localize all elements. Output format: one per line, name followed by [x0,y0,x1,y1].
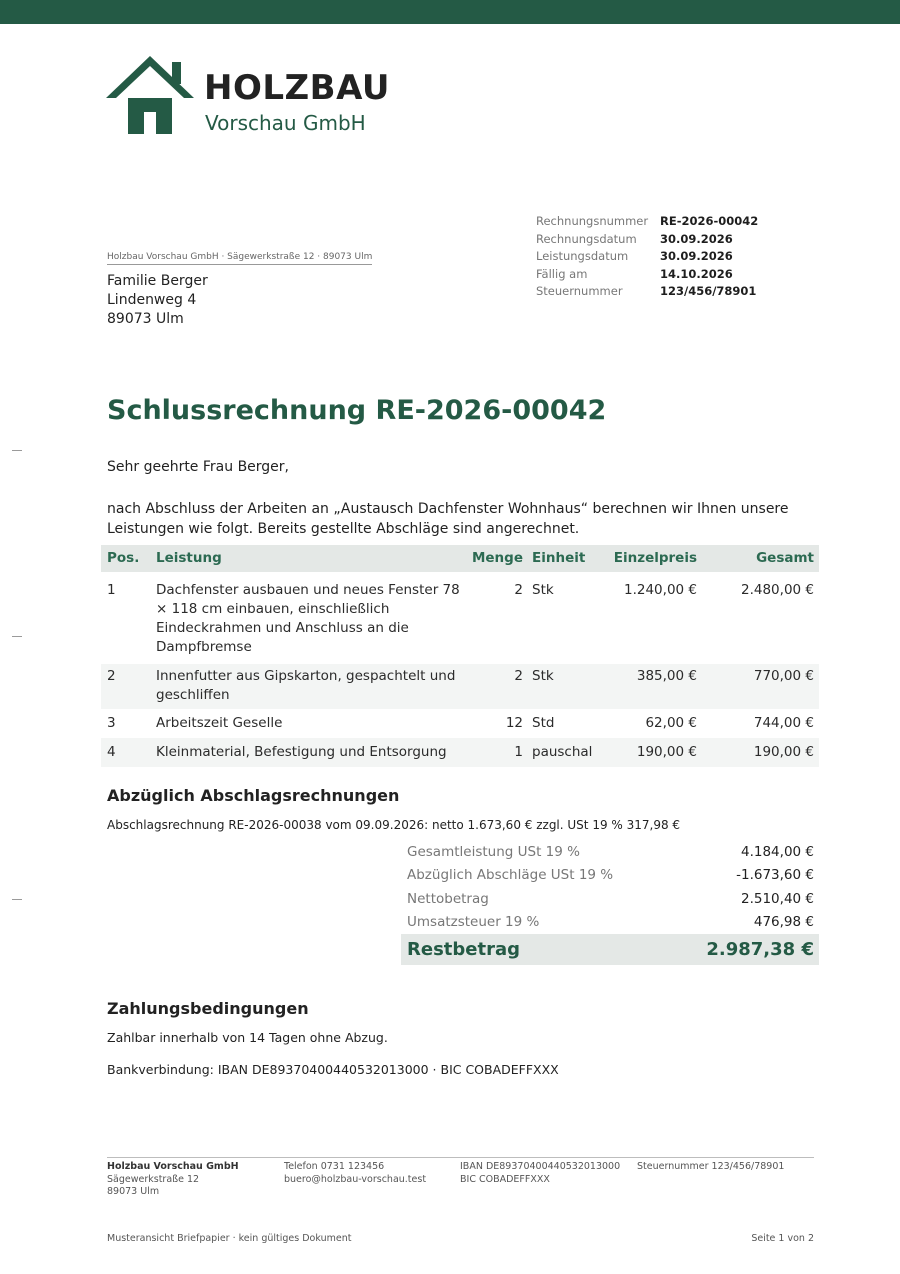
meta-value: 14.10.2026 [660,266,733,281]
row-pos: 4 [107,744,116,760]
final-total-label: Restbetrag [407,939,520,961]
row-price: 190,00 € [636,744,697,760]
total-value: 2.510,40 € [741,890,814,907]
recipient-address [107,272,208,329]
footer-contact [284,1161,426,1186]
total-value: 4.184,00 € [741,844,814,860]
row-qty: 2 [514,668,523,684]
recipient-city: 89073 Ulm [107,311,184,327]
footer-tax [637,1161,784,1174]
total-row [401,911,819,934]
total-label: Nettobetrag [407,890,489,907]
header-pos: Pos. [107,550,140,566]
final-total-row [401,934,819,965]
total-label: Abzüglich Abschläge USt 19 % [407,867,614,884]
top-accent-bar [0,0,900,24]
row-pos: 1 [107,582,116,598]
footer-divider [107,1157,814,1158]
meta-label: Leistungsdatum [536,249,629,263]
meta-value: 30.09.2026 [660,249,733,263]
header-total: Gesamt [756,550,814,566]
company-logo [106,54,406,138]
meta-row [536,283,836,301]
invoice-meta [536,213,836,301]
payment-terms: Zahlbar innerhalb von 14 Tagen ohne Abzug. [107,1030,388,1045]
footer-iban: IBAN DE89370400440532013000 [460,1161,621,1172]
row-total: 2.480,00 € [741,582,814,598]
meta-label: Steuernummer [536,284,623,298]
total-label: Umsatzsteuer 19 % [407,913,540,930]
row-qty: 2 [514,582,523,598]
disclaimer: Musteransicht Briefpapier · kein gültiges Dokument [107,1233,352,1244]
row-price: 1.240,00 € [624,582,697,598]
meta-row [536,266,836,284]
row-unit: Stk [532,582,554,598]
meta-row [536,248,836,266]
total-value: 476,98 € [753,913,814,930]
meta-label: Rechnungsnummer [536,214,649,228]
meta-value: RE-2026-00042 [660,214,759,228]
footer-company-name: Holzbau Vorschau GmbH [107,1161,239,1172]
fold-mark [12,450,22,451]
footer-company [107,1161,239,1199]
line-items-table [101,545,819,767]
footer-bic: BIC COBADEFFXXX [460,1173,550,1185]
total-label: Gesamtleistung USt 19 % [407,844,580,860]
row-total: 770,00 € [753,668,814,684]
header-qty: Menge [471,550,523,566]
header-desc: Leistung [156,550,222,566]
row-desc: Dachfenster ausbauen und neues Fenster 78 × 118 cm einbauen, einschließlich Eindeckrahmen und Anschluss an die Dampfbremse [156,582,460,655]
table-row [101,709,819,738]
payment-heading: Zahlungsbedingungen [107,999,309,1018]
fold-mark [12,899,22,900]
footer-city: 89073 Ulm [107,1186,160,1197]
company-subtitle: Vorschau GmbH [205,111,366,135]
deductions-heading: Abzüglich Abschlagsrechnungen [107,786,400,805]
meta-label: Fällig am [536,266,588,281]
row-unit: Stk [532,668,554,684]
recipient-name: Familie Berger [107,273,208,289]
salutation: Sehr geehrte Frau Berger, [107,459,289,475]
row-desc: Arbeitszeit Geselle [156,715,283,731]
header-unit: Einheit [532,550,586,566]
row-desc: Innenfutter aus Gipskarton, gespachtelt und geschliffen [156,668,456,703]
row-pos: 3 [107,715,116,731]
table-row [101,664,819,709]
table-row [101,572,819,664]
deductions-text: Abschlagsrechnung RE-2026-00038 vom 09.09.2026: netto 1.673,60 € zzgl. USt 19 % 317,98 € [107,818,681,832]
house-icon [106,54,196,138]
header-price: Einzelpreis [613,550,697,566]
meta-label: Rechnungsdatum [536,231,637,246]
document-title: Schlussrechnung RE-2026-00042 [107,395,607,426]
meta-row [536,231,836,249]
footer-tax-number: Steuernummer 123/456/78901 [637,1161,785,1172]
punch-mark [12,636,22,637]
row-total: 744,00 € [753,715,814,731]
total-row [401,841,819,864]
table-row [101,738,819,767]
bank-details: Bankverbindung: IBAN DE89370400440532013000 · BIC COBADEFFXXX [107,1062,559,1077]
page-number: Seite 1 von 2 [751,1233,814,1244]
row-price: 62,00 € [645,715,697,731]
footer-street: Sägewerkstraße 12 [107,1173,200,1185]
meta-value: 30.09.2026 [660,231,733,246]
recipient-street: Lindenweg 4 [107,292,197,308]
footer-email: buero@holzbau-vorschau.test [284,1173,427,1185]
intro-text: nach Abschluss der Arbeiten an „Austausch Dachfenster Wohnhaus“ berechnen wir Ihnen unsere Leistungen wie folgt. Bereits gestellte Abschläge sind angerechnet. [107,501,789,537]
meta-value: 123/456/78901 [660,284,757,298]
row-qty: 12 [505,715,523,731]
meta-row [536,213,836,231]
company-name: HOLZBAU [204,68,390,108]
row-unit: pauschal [532,744,593,760]
row-desc: Kleinmaterial, Befestigung und Entsorgung [156,744,447,760]
totals-block [401,841,819,965]
sender-address-line: Holzbau Vorschau GmbH · Sägewerkstraße 12 · 89073 Ulm [107,252,372,265]
table-header [101,545,819,572]
row-qty: 1 [514,744,523,760]
row-total: 190,00 € [753,744,814,760]
total-value: -1.673,60 € [736,867,814,884]
footer-phone: Telefon 0731 123456 [284,1161,385,1172]
row-unit: Std [532,715,555,731]
row-pos: 2 [107,668,116,684]
total-row [401,888,819,911]
footer-bank [460,1161,620,1186]
total-row [401,864,819,887]
row-price: 385,00 € [636,668,697,684]
final-total-value: 2.987,38 € [706,939,814,961]
